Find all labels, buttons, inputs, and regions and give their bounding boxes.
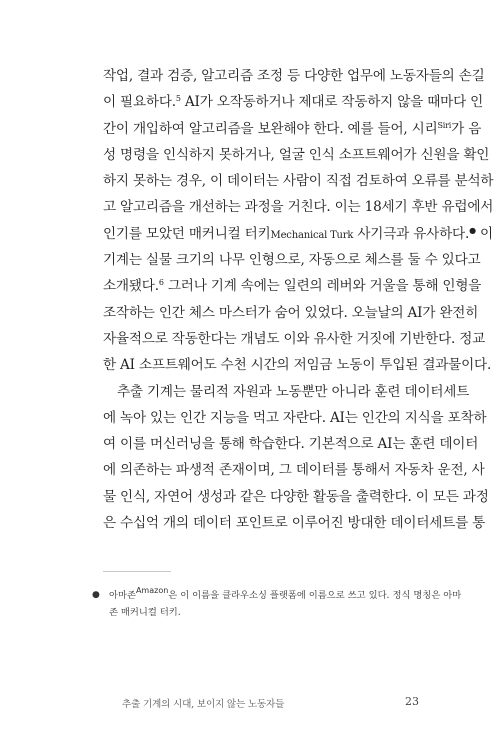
text-line bbox=[103, 273, 482, 299]
text-run: 은 이 이름을 클라우소싱 플랫폼에 이름으로 쓰고 있다. 정식 명칭은 아마 bbox=[168, 590, 462, 601]
latin-gloss: Siri bbox=[437, 120, 452, 130]
running-title: 추출 기계의 시대, 보이지 않는 노동자들 bbox=[122, 699, 285, 710]
text-line: 에 의존하는 파생적 존재이며, 그 데이터를 통해서 자동차 운전, 사 bbox=[103, 462, 485, 479]
footnote-divider bbox=[103, 571, 171, 572]
text-run: 소개됐다. bbox=[103, 278, 159, 295]
latin-gloss: Mechanical Turk bbox=[270, 229, 354, 241]
text-run: 사기극과 유사하다. bbox=[353, 225, 470, 242]
body-text bbox=[103, 63, 494, 536]
text-run: 이 bbox=[475, 225, 493, 242]
text-line bbox=[103, 89, 484, 115]
text-line: 조작하는 인간 체스 마스터가 숨어 있었다. 오늘날의 AI가 완전히 bbox=[103, 304, 479, 321]
footnote-ref-bullet[interactable]: ● bbox=[469, 225, 476, 235]
paragraph-2 bbox=[103, 379, 489, 537]
text-line: 추출 기계는 물리적 자원과 노동뿐만 아니라 훈련 데이터세트 bbox=[117, 383, 470, 400]
text-run: 그러나 기계 속에는 일련의 레버와 거울을 통해 인형을 bbox=[163, 278, 482, 295]
text-run: 가 음 bbox=[451, 120, 482, 137]
page-number: 23 bbox=[405, 695, 419, 708]
text-run: 아마존 bbox=[109, 590, 136, 601]
text-line: 작업, 결과 검증, 알고리즘 조정 등 다양한 업무에 노동자들의 손길 bbox=[103, 68, 485, 84]
text-line: 한 AI 소프트웨어도 수천 시간의 저임금 노동이 투입된 결과물이다. bbox=[103, 357, 492, 374]
latin-gloss: Amazon bbox=[135, 586, 169, 595]
text-line: 에 녹아 있는 인간 지능을 먹고 자란다. AI는 인간의 지식을 포착하 bbox=[103, 409, 487, 426]
footnote bbox=[92, 586, 462, 621]
text-line: 기계는 실물 크기의 나무 인형으로, 자동으로 체스를 둘 수 있다고 bbox=[103, 252, 481, 269]
text-run: AI가 오작동하거나 제대로 작동하지 않을 때마다 인 bbox=[180, 94, 484, 111]
footnote-text bbox=[109, 586, 462, 621]
text-run: 인기를 모았던 매커니컬 터키 bbox=[103, 225, 271, 242]
text-run: 간이 개입하여 알고리즘을 보완해야 한다. 예를 들어, 시리 bbox=[103, 120, 438, 137]
endnote-ref-5[interactable]: 5 bbox=[175, 94, 181, 104]
footnote-line bbox=[109, 586, 462, 604]
text-line: 하지 못하는 경우, 이 데이터는 사람이 직접 검토하여 오류를 분석하 bbox=[103, 173, 494, 190]
text-run: 이 필요하다. bbox=[103, 94, 176, 111]
endnote-ref-6[interactable]: 6 bbox=[158, 278, 164, 288]
text-line: 고 알고리즘을 개선하는 과정을 거친다. 이는 18세기 후반 유럽에서 bbox=[103, 199, 494, 216]
text-line: 은 수십억 개의 데이터 포인트로 이루어진 방대한 데이터세트를 통 bbox=[103, 515, 486, 532]
text-line: 성 명령을 인식하지 못하거나, 얼굴 인식 소프트웨어가 신원을 확인 bbox=[103, 146, 490, 163]
footnote-bullet: ● bbox=[92, 590, 100, 600]
text-line bbox=[103, 221, 493, 247]
text-line: 물 인식, 자연어 생성과 같은 다양한 활동을 출력한다. 이 모든 과정 bbox=[103, 488, 489, 505]
page-footer bbox=[0, 696, 500, 716]
paragraph-1 bbox=[103, 63, 494, 379]
text-line: 자율적으로 작동한다는 개념도 이와 유사한 거짓에 기반한다. 정교 bbox=[103, 330, 486, 347]
footnote-line: 존 매커니컬 터키. bbox=[109, 607, 181, 618]
text-line bbox=[103, 116, 482, 142]
text-line: 여 이를 머신러닝을 통해 학습한다. 기본적으로 AI는 훈련 데이터 bbox=[103, 436, 479, 453]
